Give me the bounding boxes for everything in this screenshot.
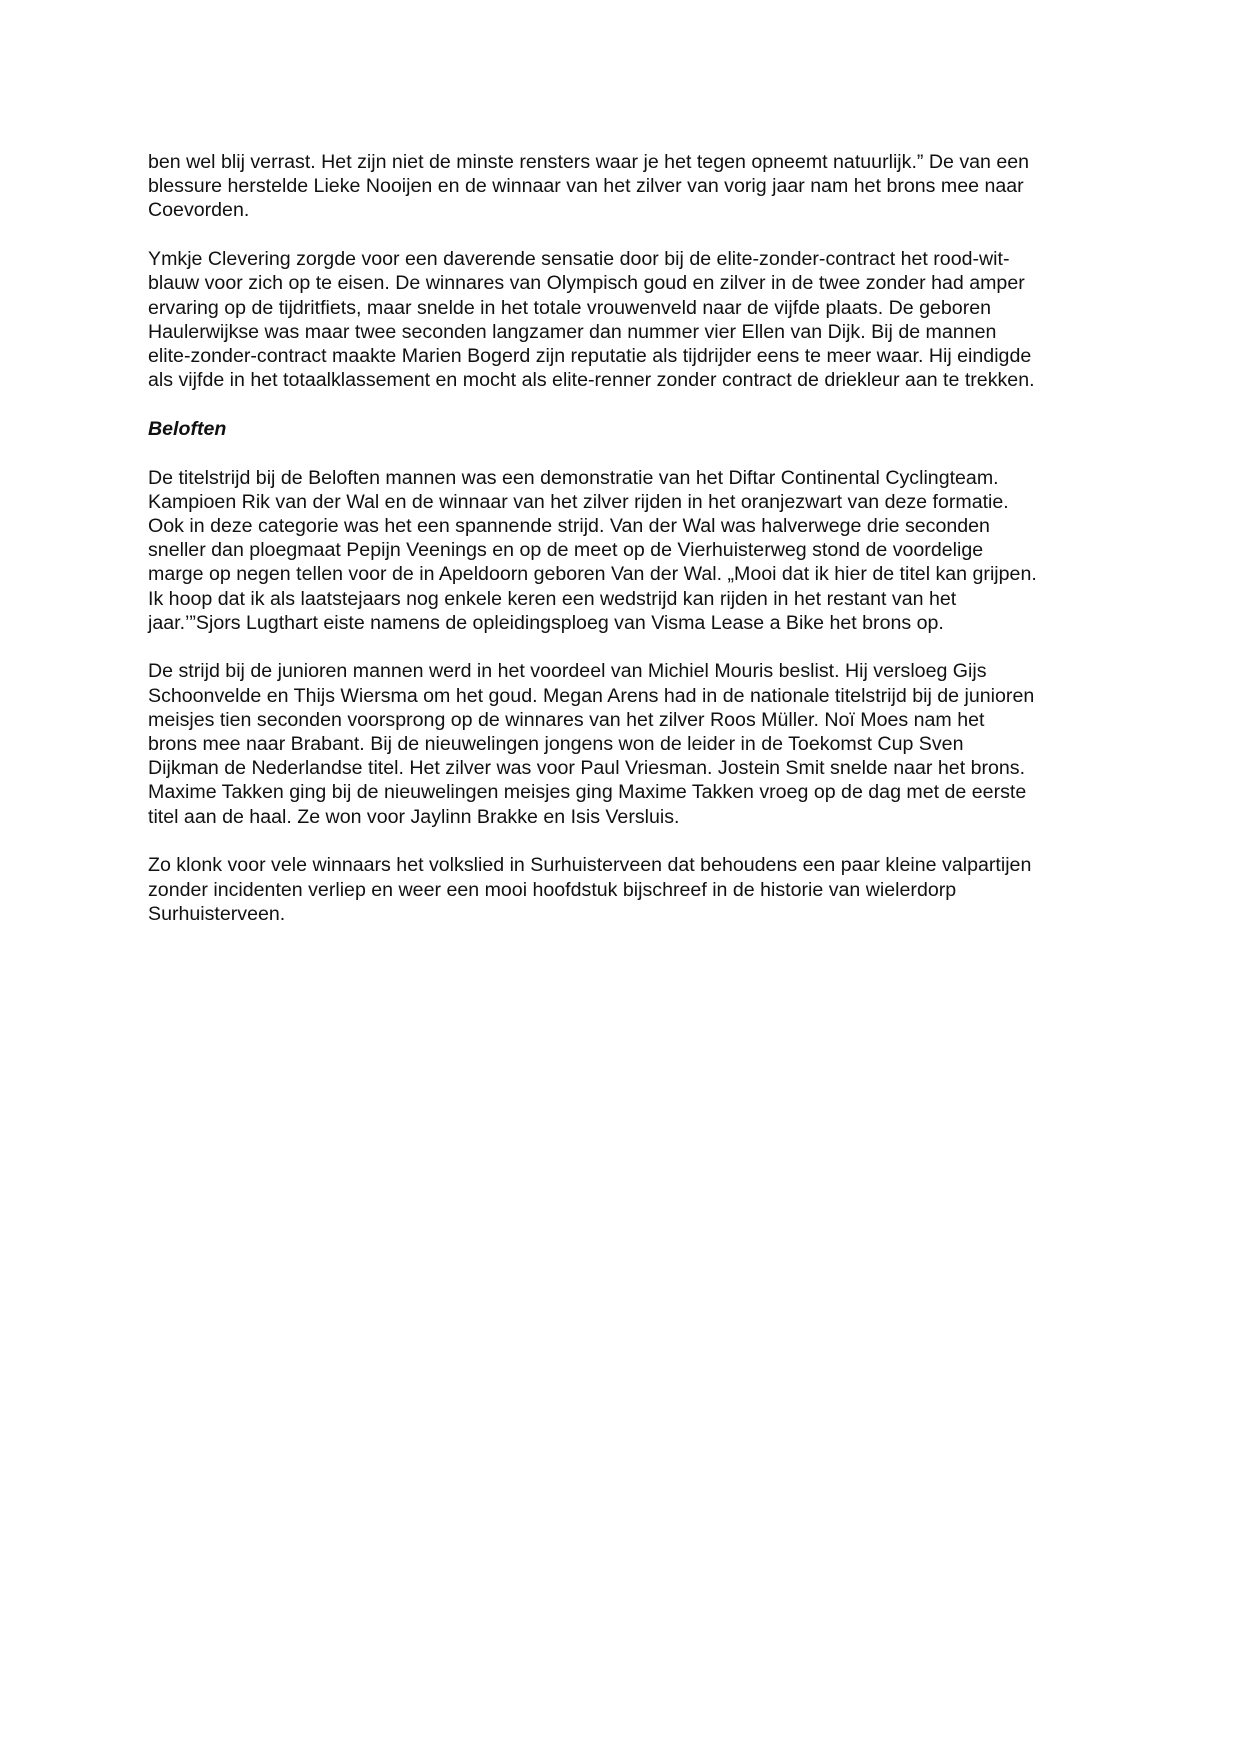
document-page xyxy=(148,150,1098,950)
paragraph-ymkje-clevering: Ymkje Clevering zorgde voor een daverende sensatie door bij de elite-zonder-contract het rood-wit- blauw voor zich op te eisen. De winnares van Olympisch goud en zilver in de twee zonder had amper ervaring op de tijdritfiets, maar snelde in het totale vrouwenveld naar de vijfde plaats. De geboren Haulerwijkse was maar twee seconden langzamer dan nummer vier Ellen van Dijk. Bij de mannen elite-zonder-contract maakte Marien Bogerd zijn reputatie als tijdrijder eens te meer waar. Hij eindigde als vijfde in het totaalklassement en mocht als elite-renner zonder contract de driekleur aan te trekken. xyxy=(148,248,1035,392)
paragraph-junioren: De strijd bij de junioren mannen werd in het voordeel van Michiel Mouris beslist. Hij versloeg Gijs Schoonvelde en Thijs Wiersma om het goud. Megan Arens had in de nationale titelstrijd bij de junioren meisjes tien seconden voorsprong op de winnares van het zilver Roos Müller. Noï Moes nam het brons mee naar Brabant. Bij de nieuwelingen jongens won de leider in de Toekomst Cup Sven Dijkman de Nederlandse titel. Het zilver was voor Paul Vriesman. Jostein Smit snelde naar het brons. Maxime Takken ging bij de nieuwelingen meisjes ging Maxime Takken vroeg op de dag met de eerste titel aan de haal. Ze won voor Jaylinn Brakke en Isis Versluis. xyxy=(148,660,1035,828)
paragraph-beloften-mannen: De titelstrijd bij de Beloften mannen was een demonstratie van het Diftar Continental Cyclingteam. Kampioen Rik van der Wal en de winnaar van het zilver rijden in het oranjezwart van deze formatie. Ook in deze categorie was het een spannende strijd. Van der Wal was halverwege drie seconden sneller dan ploegmaat Pepijn Veenings en op de meet op de Vierhuisterweg stond de voordelige marge op negen tellen voor de in Apeldoorn geboren Van der Wal. „Mooi dat ik hier de titel kan grijpen. Ik hoop dat ik als laatstejaars nog enkele keren een wedstrijd kan rijden in het restant van het jaar.’”Sjors Lugthart eiste namens de opleidingsploeg van Visma Lease a Bike het brons op. xyxy=(148,466,1037,634)
section-heading-beloften: Beloften xyxy=(148,417,227,440)
paragraph-volkslied: Zo klonk voor vele winnaars het volkslied in Surhuisterveen dat behoudens een paar kleine valpartijen zonder incidenten verliep en weer een mooi hoofdstuk bijschreef in de historie van wielerdorp Surhuisterveen. xyxy=(148,854,1032,925)
paragraph-lieke-nooijen: ben wel blij verrast. Het zijn niet de minste rensters waar je het tegen opneemt natuurlijk.” De van een blessure herstelde Lieke Nooijen en de winnaar van het zilver van vorig jaar nam het brons mee naar Coevorden. xyxy=(148,151,1030,222)
